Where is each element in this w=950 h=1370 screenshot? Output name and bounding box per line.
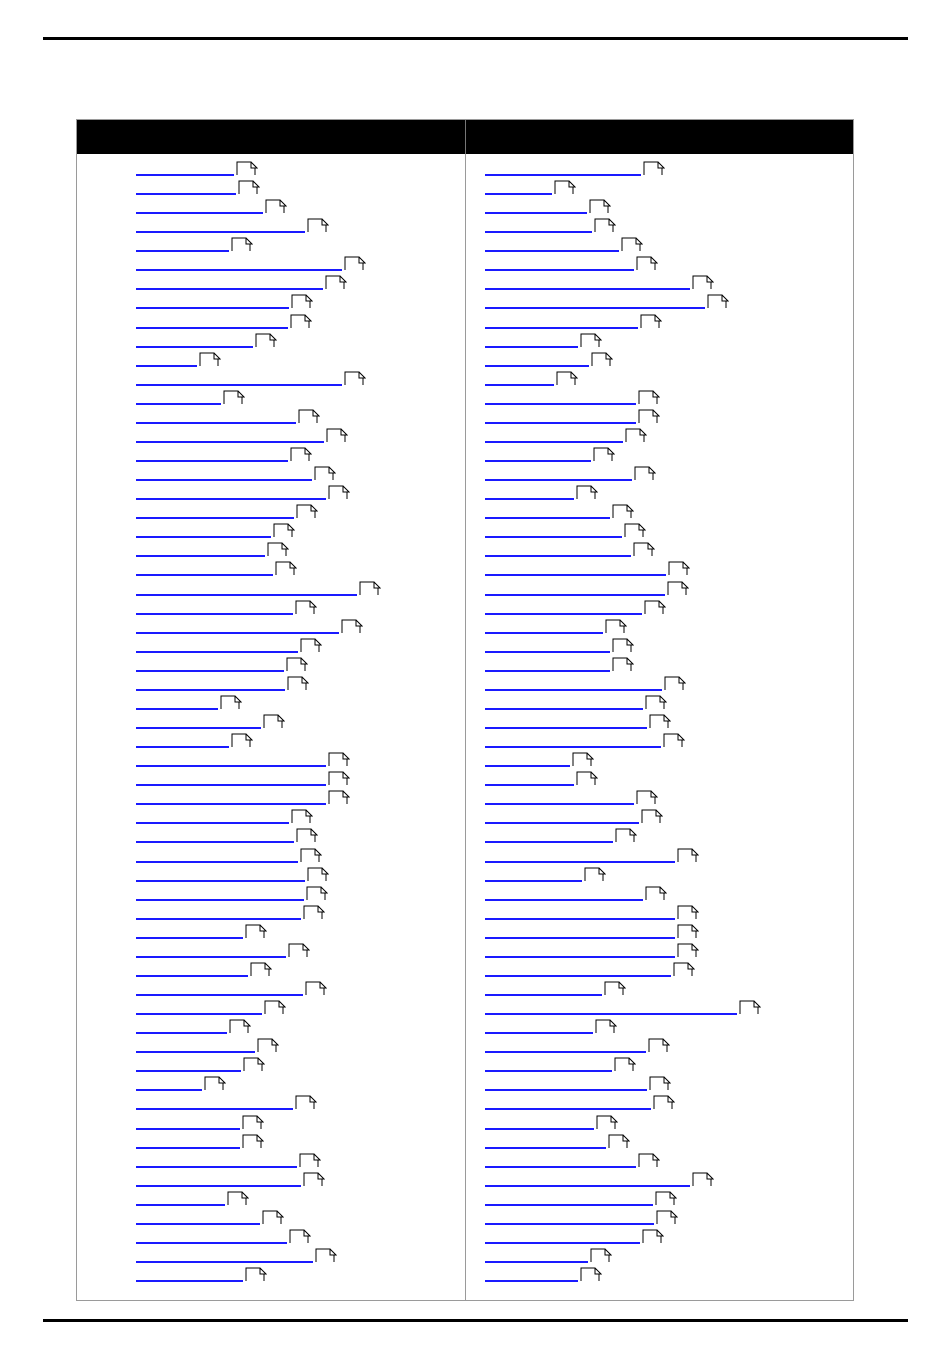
link-row: [485, 369, 584, 388]
hyperlink[interactable]: [485, 307, 705, 309]
external-link-icon[interactable]: [638, 390, 660, 405]
hyperlink[interactable]: [485, 975, 671, 977]
link-row: [485, 1170, 720, 1189]
external-link-icon[interactable]: [576, 771, 598, 786]
external-link-icon[interactable]: [667, 581, 689, 596]
external-link-icon[interactable]: [663, 733, 685, 748]
hyperlink[interactable]: [485, 708, 643, 710]
hyperlink[interactable]: [485, 212, 587, 214]
external-link-icon[interactable]: [624, 523, 646, 538]
hyperlink[interactable]: [485, 594, 665, 596]
link-row: [485, 502, 640, 521]
link-row: [485, 216, 622, 235]
external-link-icon[interactable]: [649, 714, 671, 729]
external-link-icon[interactable]: [589, 199, 611, 214]
hyperlink[interactable]: [485, 899, 643, 901]
link-row: [485, 788, 664, 807]
external-link-icon[interactable]: [664, 676, 686, 691]
hyperlink[interactable]: [485, 574, 666, 576]
external-link-icon[interactable]: [594, 218, 616, 233]
external-link-icon[interactable]: [641, 809, 663, 824]
hyperlink[interactable]: [485, 460, 591, 462]
external-link-icon[interactable]: [614, 1057, 636, 1072]
external-link-icon[interactable]: [633, 542, 655, 557]
hyperlink[interactable]: [485, 1147, 606, 1149]
external-link-icon[interactable]: [648, 1038, 670, 1053]
external-link-icon[interactable]: [739, 1000, 761, 1015]
hyperlink[interactable]: [485, 327, 638, 329]
link-row: [485, 521, 652, 540]
external-link-icon[interactable]: [668, 561, 690, 576]
external-link-icon[interactable]: [595, 1019, 617, 1034]
external-link-icon[interactable]: [621, 237, 643, 252]
hyperlink[interactable]: [485, 1223, 654, 1225]
link-row: [485, 1074, 677, 1093]
external-link-icon[interactable]: [645, 886, 667, 901]
hyperlink[interactable]: [485, 822, 639, 824]
external-link-icon[interactable]: [554, 180, 576, 195]
link-row: [485, 655, 640, 674]
hyperlink[interactable]: [485, 288, 690, 290]
hyperlink[interactable]: [485, 1032, 593, 1034]
external-link-icon[interactable]: [593, 447, 615, 462]
link-row: [485, 483, 604, 502]
link-row: [485, 1017, 623, 1036]
link-row: [485, 1151, 666, 1170]
link-row: [485, 197, 617, 216]
link-row: [485, 750, 600, 769]
hyperlink[interactable]: [485, 1280, 578, 1282]
external-link-icon[interactable]: [605, 619, 627, 634]
link-row: [485, 979, 632, 998]
hyperlink[interactable]: [485, 346, 578, 348]
hyperlink[interactable]: [485, 651, 610, 653]
external-link-icon[interactable]: [644, 600, 666, 615]
link-row: [485, 712, 677, 731]
hyperlink[interactable]: [485, 689, 662, 691]
hyperlink[interactable]: [485, 250, 619, 252]
external-link-icon[interactable]: [580, 1267, 602, 1282]
link-row: [485, 426, 653, 445]
hyperlink[interactable]: [485, 1242, 640, 1244]
right-column: [77, 120, 853, 1300]
hyperlink[interactable]: [485, 670, 610, 672]
hyperlink[interactable]: [485, 1204, 653, 1206]
link-row: [485, 445, 621, 464]
hyperlink[interactable]: [485, 536, 622, 538]
external-link-icon[interactable]: [608, 1134, 630, 1149]
hyperlink[interactable]: [485, 861, 675, 863]
link-row: [485, 1132, 636, 1151]
link-row: [485, 769, 604, 788]
external-link-icon[interactable]: [584, 867, 606, 882]
hyperlink[interactable]: [485, 994, 602, 996]
link-row: [485, 693, 673, 712]
link-row: [485, 598, 672, 617]
external-link-icon[interactable]: [655, 1191, 677, 1206]
bottom-rule: [43, 1319, 908, 1322]
hyperlink[interactable]: [485, 1108, 651, 1110]
hyperlink[interactable]: [485, 880, 582, 882]
hyperlink[interactable]: [485, 1128, 594, 1130]
hyperlink[interactable]: [485, 269, 634, 271]
link-row: [485, 941, 705, 960]
external-link-icon[interactable]: [677, 943, 699, 958]
link-row: [485, 312, 668, 331]
external-link-icon[interactable]: [604, 981, 626, 996]
link-row: [485, 407, 666, 426]
external-link-icon[interactable]: [677, 924, 699, 939]
hyperlink[interactable]: [485, 613, 642, 615]
link-row: [485, 350, 619, 369]
external-link-icon[interactable]: [673, 962, 695, 977]
external-link-icon[interactable]: [612, 638, 634, 653]
external-link-icon[interactable]: [576, 485, 598, 500]
link-row: [485, 540, 661, 559]
link-row: [485, 960, 701, 979]
hyperlink[interactable]: [485, 937, 675, 939]
external-link-icon[interactable]: [640, 314, 662, 329]
link-row: [485, 254, 664, 273]
hyperlink[interactable]: [485, 1089, 647, 1091]
top-rule: [43, 37, 908, 40]
hyperlink[interactable]: [485, 498, 574, 500]
link-row: [485, 388, 666, 407]
external-link-icon[interactable]: [625, 428, 647, 443]
hyperlink[interactable]: [485, 193, 552, 195]
external-link-icon[interactable]: [642, 1229, 664, 1244]
hyperlink[interactable]: [485, 1051, 646, 1053]
link-row: [485, 1055, 642, 1074]
external-link-icon[interactable]: [656, 1210, 678, 1225]
link-row: [485, 807, 669, 826]
external-link-icon[interactable]: [636, 790, 658, 805]
link-row: [485, 998, 767, 1017]
link-row: [485, 1113, 624, 1132]
external-link-icon[interactable]: [638, 409, 660, 424]
link-row: [485, 331, 608, 350]
hyperlink[interactable]: [485, 1261, 588, 1263]
external-link-icon[interactable]: [638, 1153, 660, 1168]
hyperlink[interactable]: [485, 555, 631, 557]
hyperlink[interactable]: [485, 174, 641, 176]
link-row: [485, 731, 691, 750]
hyperlink[interactable]: [485, 746, 661, 748]
hyperlink[interactable]: [485, 727, 647, 729]
external-link-icon[interactable]: [677, 905, 699, 920]
hyperlink[interactable]: [485, 422, 636, 424]
link-row: [485, 617, 633, 636]
hyperlink[interactable]: [485, 765, 570, 767]
link-row: [485, 884, 673, 903]
hyperlink[interactable]: [485, 1166, 636, 1168]
external-link-icon[interactable]: [653, 1095, 675, 1110]
link-row: [485, 464, 662, 483]
external-link-icon[interactable]: [591, 352, 613, 367]
link-row: [485, 674, 692, 693]
hyperlink[interactable]: [485, 956, 675, 958]
hyperlink[interactable]: [485, 441, 623, 443]
link-row: [485, 1227, 670, 1246]
external-link-icon[interactable]: [643, 161, 665, 176]
links-table: [76, 119, 854, 1301]
link-row: [485, 865, 612, 884]
link-row: [485, 636, 640, 655]
link-row: [485, 826, 643, 845]
hyperlink[interactable]: [485, 517, 610, 519]
link-row: [485, 178, 582, 197]
hyperlink[interactable]: [485, 918, 675, 920]
link-row: [485, 235, 649, 254]
link-row: [485, 922, 705, 941]
hyperlink[interactable]: [485, 1185, 690, 1187]
hyperlink[interactable]: [485, 479, 632, 481]
link-row: [485, 579, 695, 598]
external-link-icon[interactable]: [612, 504, 634, 519]
hyperlink[interactable]: [485, 403, 636, 405]
link-row: [485, 1246, 618, 1265]
external-link-icon[interactable]: [596, 1115, 618, 1130]
link-row: [485, 1189, 683, 1208]
external-link-icon[interactable]: [634, 466, 656, 481]
external-link-icon[interactable]: [612, 657, 634, 672]
link-row: [485, 292, 735, 311]
hyperlink[interactable]: [485, 803, 634, 805]
link-row: [485, 846, 705, 865]
external-link-icon[interactable]: [636, 256, 658, 271]
hyperlink[interactable]: [485, 632, 603, 634]
hyperlink[interactable]: [485, 841, 613, 843]
external-link-icon[interactable]: [645, 695, 667, 710]
link-row: [485, 1208, 684, 1227]
external-link-icon[interactable]: [556, 371, 578, 386]
external-link-icon[interactable]: [615, 828, 637, 843]
link-row: [485, 559, 696, 578]
hyperlink[interactable]: [485, 231, 592, 233]
external-link-icon[interactable]: [692, 1172, 714, 1187]
external-link-icon[interactable]: [692, 275, 714, 290]
external-link-icon[interactable]: [572, 752, 594, 767]
hyperlink[interactable]: [485, 784, 574, 786]
external-link-icon[interactable]: [580, 333, 602, 348]
hyperlink[interactable]: [485, 365, 589, 367]
external-link-icon[interactable]: [707, 294, 729, 309]
link-row: [485, 1036, 676, 1055]
external-link-icon[interactable]: [677, 848, 699, 863]
link-row: [485, 1093, 681, 1112]
external-link-icon[interactable]: [649, 1076, 671, 1091]
hyperlink[interactable]: [485, 1070, 612, 1072]
link-row: [485, 903, 705, 922]
link-row: [485, 159, 671, 178]
hyperlink[interactable]: [485, 384, 554, 386]
external-link-icon[interactable]: [590, 1248, 612, 1263]
link-row: [485, 273, 720, 292]
hyperlink[interactable]: [485, 1013, 737, 1015]
link-row: [485, 1265, 608, 1284]
